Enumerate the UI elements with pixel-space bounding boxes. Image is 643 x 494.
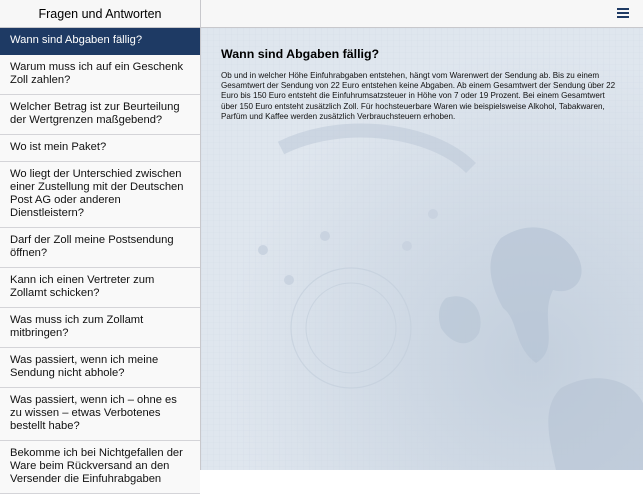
question-list xyxy=(0,28,200,494)
hamburger-menu-icon[interactable] xyxy=(617,8,629,20)
question-item-geschenk-zoll[interactable]: Warum muss ich auf ein Geschenk Zoll zahlen? xyxy=(0,55,200,95)
answer-body: Ob und in welcher Höhe Einfuhrabgaben entstehen, hängt vom Warenwert der Sendung ab. Bis zu einem Gesamtwert der Sendung von 22 Euro entstehen keine Abgaben. Ab einem Gesamtwert der Sendung über 22 Euro bis 150 Euro entsteht die Einfuhrumsatzsteuer in Höhe von 7 oder 19 Prozent. Bei einem Gesamtwert über 150 Euro entsteht zusätzlich Zoll. Für hochsteuerbare Waren wie beispielsweise Alkohol, Tabakwaren, Parfüm und Kaffee werden zusätzlich Verbrauchsteuern erhoben. xyxy=(221,71,616,121)
answer-title: Wann sind Abgaben fällig? xyxy=(221,47,380,61)
answer-panel xyxy=(201,0,643,470)
question-item-ruecksendung[interactable]: Bekomme ich bei Nichtgefallen der Ware beim Rückversand an den Versender die Einfuhrabgaben xyxy=(0,441,200,494)
toolbar xyxy=(201,0,643,28)
sidebar-header xyxy=(0,0,200,28)
question-item-abgaben-faellig[interactable]: Wann sind Abgaben fällig? xyxy=(0,28,200,55)
question-item-wertgrenzen[interactable]: Welcher Betrag ist zur Beurteilung der Wertgrenzen maßgebend? xyxy=(0,95,200,135)
question-item-nicht-abholen[interactable]: Was passiert, wenn ich meine Sendung nicht abhole? xyxy=(0,348,200,388)
answer-content xyxy=(221,47,623,122)
question-item-vertreter[interactable]: Kann ich einen Vertreter zum Zollamt schicken? xyxy=(0,268,200,308)
question-sidebar xyxy=(0,0,201,485)
question-item-postsendung-oeffnen[interactable]: Darf der Zoll meine Postsendung öffnen? xyxy=(0,228,200,268)
question-item-paket[interactable]: Wo ist mein Paket? xyxy=(0,135,200,162)
sidebar-title: Fragen und Antworten xyxy=(38,6,162,21)
question-item-mitbringen[interactable]: Was muss ich zum Zollamt mitbringen? xyxy=(0,308,200,348)
question-item-verbotenes[interactable]: Was passiert, wenn ich – ohne es zu wissen – etwas Verbotenes bestellt habe? xyxy=(0,388,200,441)
question-item-zustellung[interactable]: Wo liegt der Unterschied zwischen einer Zustellung mit der Deutschen Post AG oder anderen Dienstleistern? xyxy=(0,162,200,228)
